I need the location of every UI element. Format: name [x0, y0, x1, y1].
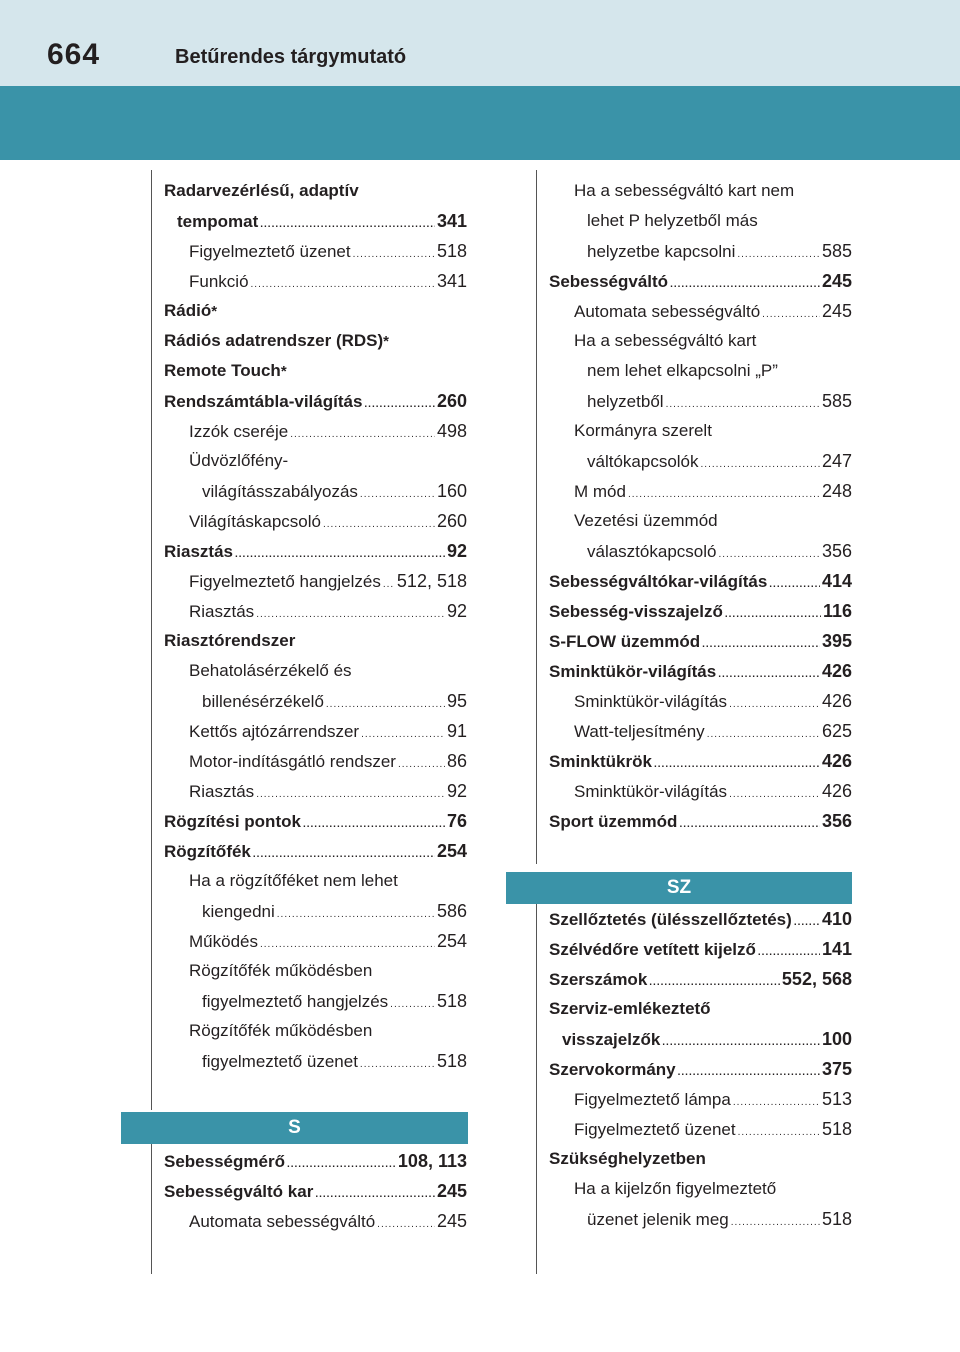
index-entry — [164, 416, 467, 446]
index-entry-label: Vezetési üzemmód — [574, 511, 718, 530]
page-reference: 414 — [821, 571, 852, 591]
page-number: 664 — [47, 38, 101, 71]
page-reference: 245 — [436, 1181, 467, 1201]
dot-leader — [326, 690, 445, 720]
index-entry — [549, 176, 852, 206]
index-entry-label: Riasztás — [189, 782, 255, 801]
right-index-column — [549, 176, 852, 836]
index-entry — [549, 476, 852, 506]
index-entry — [164, 836, 467, 866]
index-entry-label: Figyelmeztető üzenet — [189, 242, 351, 261]
index-entry — [549, 1114, 852, 1144]
dot-leader — [702, 630, 820, 660]
page-reference: 426 — [821, 691, 852, 711]
index-entry — [164, 326, 467, 356]
index-entry — [164, 446, 467, 476]
index-entry-label: Szerviz-emlékeztető — [549, 999, 711, 1018]
index-entry — [549, 994, 852, 1024]
page-reference: 86 — [446, 751, 467, 771]
index-entry — [164, 236, 467, 266]
index-entry — [164, 536, 467, 566]
dot-leader — [303, 810, 445, 840]
index-entry — [164, 686, 467, 716]
index-entry-label: helyzetbe kapcsolni — [587, 242, 736, 261]
section-sz-entries — [549, 904, 852, 1234]
dot-leader — [729, 690, 820, 720]
page-reference: 160 — [436, 481, 467, 501]
index-entry-label: Ha a sebességváltó kart nem — [574, 181, 795, 200]
index-entry-label: Funkció — [189, 272, 249, 291]
index-entry — [164, 926, 467, 956]
index-entry — [164, 176, 467, 206]
dot-leader — [670, 270, 820, 300]
page-reference: 245 — [821, 271, 852, 291]
page-reference: 585 — [821, 391, 852, 411]
index-entry — [164, 776, 467, 806]
index-entry — [164, 626, 467, 656]
page-reference: 518 — [436, 1051, 467, 1071]
index-entry — [164, 476, 467, 506]
index-entry — [549, 1084, 852, 1114]
index-entry-label: Szerszámok — [549, 970, 648, 989]
index-entry — [549, 296, 852, 326]
section-header-s: S — [121, 1112, 468, 1144]
dot-leader — [323, 510, 435, 540]
index-entry — [549, 776, 852, 806]
index-entry — [549, 266, 852, 296]
index-entry — [549, 236, 852, 266]
index-entry-label: S-FLOW üzemmód — [549, 632, 701, 651]
index-entry — [549, 386, 852, 416]
dot-leader — [383, 570, 395, 600]
page-reference: 254 — [436, 931, 467, 951]
page-reference: 254 — [436, 841, 467, 861]
index-entry — [164, 566, 467, 596]
dot-leader — [678, 1058, 820, 1088]
dot-leader — [353, 240, 435, 270]
page-reference: 518 — [821, 1119, 852, 1139]
dot-leader — [729, 780, 820, 810]
index-entry — [549, 716, 852, 746]
index-entry — [549, 1054, 852, 1084]
index-entry-label: üzenet jelenik meg — [587, 1210, 729, 1229]
index-entry-label: helyzetből — [587, 392, 664, 411]
index-entry-label: Sminktükör-világítás — [574, 782, 728, 801]
index-entry-label: Sebességváltó kar — [164, 1182, 314, 1201]
page-reference: 375 — [821, 1059, 852, 1079]
index-entry — [549, 1024, 852, 1054]
index-entry-label: választókapcsoló — [587, 542, 717, 561]
index-entry — [549, 596, 852, 626]
page-reference: 92 — [446, 541, 467, 561]
index-entry — [164, 716, 467, 746]
dot-leader — [794, 908, 820, 938]
index-entry — [549, 536, 852, 566]
index-entry — [549, 806, 852, 836]
page-reference: 512, 518 — [396, 571, 467, 591]
page-reference: 100 — [821, 1029, 852, 1049]
index-entry-label: Kormányra szerelt — [574, 421, 712, 440]
page-reference: 518 — [436, 991, 467, 1011]
dot-leader — [654, 750, 820, 780]
index-entry-label: Rögzítőfék működésben — [189, 1021, 373, 1040]
left-column-rule — [151, 170, 152, 1110]
index-entry-label: Figyelmeztető üzenet — [574, 1120, 736, 1139]
index-entry-label: Szervokormány — [549, 1060, 676, 1079]
section-header-sz: SZ — [506, 872, 852, 904]
index-entry-label: Behatolásérzékelő és — [189, 661, 352, 680]
index-entry — [164, 596, 467, 626]
page-reference: 356 — [821, 811, 852, 831]
index-entry-label: visszajelzők — [562, 1030, 661, 1049]
page-reference: 410 — [821, 909, 852, 929]
dot-leader — [360, 1050, 435, 1080]
index-entry — [164, 1016, 467, 1046]
index-entry-label: váltókapcsolók — [587, 452, 699, 471]
page-reference: 625 — [821, 721, 852, 741]
page-reference: 245 — [436, 1211, 467, 1231]
page-reference: 141 — [821, 939, 852, 959]
page-reference: 260 — [436, 391, 467, 411]
page-reference: 91 — [446, 721, 467, 741]
footnote-star: * — [280, 363, 287, 380]
index-entry-label: Riasztás — [189, 602, 255, 621]
index-entry — [549, 1144, 852, 1174]
index-entry-label: Remote Touch — [164, 361, 281, 380]
dot-leader — [731, 1208, 820, 1238]
index-entry-label: Működés — [189, 932, 258, 951]
index-entry-label: Sminktükrök — [549, 752, 652, 771]
index-entry-label: Figyelmeztető hangjelzés — [189, 572, 381, 591]
page-title: Betűrendes tárgymutató — [175, 46, 407, 68]
dot-leader — [762, 300, 820, 330]
page-reference: 498 — [436, 421, 467, 441]
index-entry-label: Világításkapcsoló — [189, 512, 321, 531]
index-entry — [164, 896, 467, 926]
index-entry — [549, 1204, 852, 1234]
dot-leader — [364, 390, 435, 420]
index-entry — [164, 506, 467, 536]
index-entry-label: Figyelmeztető lámpa — [574, 1090, 731, 1109]
index-entry-label: Automata sebességváltó — [574, 302, 761, 321]
index-entry-label: Rádiós adatrendszer (RDS) — [164, 331, 384, 350]
dot-leader — [287, 1150, 396, 1180]
index-entry — [164, 866, 467, 896]
index-entry-label: M mód — [574, 482, 626, 501]
index-entry — [164, 1176, 467, 1206]
index-entry — [549, 356, 852, 386]
header-band — [0, 86, 960, 160]
index-entry-label: Ha a sebességváltó kart — [574, 331, 757, 350]
index-entry — [164, 386, 467, 416]
page-reference: 95 — [446, 691, 467, 711]
index-entry-label: Rögzítőfék — [164, 842, 251, 861]
dot-leader — [737, 240, 820, 270]
index-entry-label: Szükséghelyzetben — [549, 1149, 706, 1168]
index-entry-label: Sport üzemmód — [549, 812, 678, 831]
page-reference: 356 — [821, 541, 852, 561]
index-entry — [164, 746, 467, 776]
dot-leader — [315, 1180, 435, 1210]
index-entry-label: Üdvözlőfény- — [189, 451, 289, 470]
page-reference: 395 — [821, 631, 852, 651]
index-entry — [164, 1206, 467, 1236]
index-entry — [549, 506, 852, 536]
dot-leader — [361, 720, 445, 750]
page-reference: 586 — [436, 901, 467, 921]
index-entry-label: Sebességváltókar-világítás — [549, 572, 768, 591]
page-reference: 426 — [821, 751, 852, 771]
index-entry-label: Riasztórendszer — [164, 631, 296, 650]
index-entry-label: Rádió — [164, 301, 212, 320]
page-reference: 552, 568 — [781, 969, 852, 989]
index-entry — [549, 416, 852, 446]
index-entry — [549, 1174, 852, 1204]
left-column-rule-lower — [151, 1144, 152, 1274]
index-entry-label: Motor-indításgátló rendszer — [189, 752, 396, 771]
index-entry — [549, 686, 852, 716]
index-entry — [164, 956, 467, 986]
dot-leader — [256, 780, 445, 810]
index-entry — [164, 806, 467, 836]
page-reference: 426 — [821, 661, 852, 681]
header-strip — [0, 0, 960, 86]
index-entry-label: Sminktükör-világítás — [574, 692, 728, 711]
dot-leader — [707, 720, 820, 750]
page-reference: 248 — [821, 481, 852, 501]
index-entry — [549, 326, 852, 356]
page-reference: 92 — [446, 781, 467, 801]
index-entry — [549, 746, 852, 776]
index-entry-label: lehet P helyzetből más — [587, 211, 758, 230]
index-entry-label: Watt-teljesítmény — [574, 722, 705, 741]
dot-leader — [769, 570, 820, 600]
index-entry — [164, 296, 467, 326]
page-reference: 108, 113 — [397, 1151, 467, 1171]
dot-leader — [290, 420, 435, 450]
page-reference: 585 — [821, 241, 852, 261]
dot-leader — [718, 660, 820, 690]
dot-leader — [725, 600, 821, 630]
page-reference: 116 — [822, 601, 852, 621]
page-reference: 518 — [436, 241, 467, 261]
index-entry-label: Riasztás — [164, 542, 233, 561]
dot-leader — [277, 900, 435, 930]
index-entry — [549, 964, 852, 994]
index-entry-label: Kettős ajtózárrendszer — [189, 722, 360, 741]
index-entry — [549, 626, 852, 656]
page-reference: 260 — [436, 511, 467, 531]
right-column-rule-lower — [536, 904, 537, 1274]
index-entry — [164, 656, 467, 686]
right-column-rule — [536, 170, 537, 864]
footnote-star: * — [383, 333, 390, 350]
index-entry-label: billenésérzékelő — [202, 692, 324, 711]
index-entry-label: Ha a rögzítőféket nem lehet — [189, 871, 398, 890]
footnote-star: * — [211, 303, 218, 320]
index-entry-label: figyelmeztető hangjelzés — [202, 992, 389, 1011]
index-entry — [549, 904, 852, 934]
index-entry-label: Automata sebességváltó — [189, 1212, 376, 1231]
page-reference: 513 — [821, 1089, 852, 1109]
index-entry — [164, 986, 467, 1016]
index-entry — [164, 266, 467, 296]
index-entry — [164, 1046, 467, 1076]
dot-leader — [738, 1118, 820, 1148]
index-entry — [549, 206, 852, 236]
dot-leader — [398, 750, 445, 780]
index-entry — [549, 566, 852, 596]
index-entry-label: kiengedni — [202, 902, 275, 921]
page-reference: 426 — [821, 781, 852, 801]
page-reference: 247 — [821, 451, 852, 471]
dot-leader — [390, 990, 435, 1020]
dot-leader — [701, 450, 820, 480]
index-entry-label: Izzók cseréje — [189, 422, 289, 441]
dot-leader — [662, 1028, 820, 1058]
page-reference: 92 — [446, 601, 467, 621]
index-entry — [164, 1146, 467, 1176]
index-entry-label: Ha a kijelzőn figyelmeztető — [574, 1179, 777, 1198]
section-s-entries — [164, 1146, 467, 1236]
index-entry-label: Sminktükör-világítás — [549, 662, 717, 681]
index-entry-label: Szélvédőre vetített kijelző — [549, 940, 756, 959]
index-entry — [164, 206, 467, 236]
page-reference: 341 — [436, 211, 467, 231]
index-entry-label: Rendszámtábla-világítás — [164, 392, 363, 411]
index-entry-label: világításszabályozás — [202, 482, 358, 501]
index-entry-label: tempomat — [177, 212, 259, 231]
dot-leader — [718, 540, 819, 570]
dot-leader — [360, 480, 435, 510]
dot-leader — [251, 270, 435, 300]
index-entry — [549, 934, 852, 964]
dot-leader — [377, 1210, 435, 1240]
index-entry-label: Sebességmérő — [164, 1152, 285, 1171]
page-reference: 76 — [446, 811, 467, 831]
index-entry-label: Szellőztetés (ülésszellőztetés) — [549, 910, 792, 929]
index-entry-label: figyelmeztető üzenet — [202, 1052, 358, 1071]
index-entry — [549, 656, 852, 686]
dot-leader — [733, 1088, 820, 1118]
page-reference: 341 — [436, 271, 467, 291]
index-entry-label: Rögzítőfék működésben — [189, 961, 373, 980]
index-entry-label: Radarvezérlésű, adaptív — [164, 181, 359, 200]
index-entry-label: Rögzítési pontok — [164, 812, 301, 831]
index-entry-label: Sebesség-visszajelző — [549, 602, 723, 621]
index-entry-label: nem lehet elkapcsolni „P” — [587, 361, 778, 380]
index-entry — [164, 356, 467, 386]
dot-leader — [679, 810, 820, 840]
index-entry — [549, 446, 852, 476]
page-reference: 245 — [821, 301, 852, 321]
page-reference: 518 — [821, 1209, 852, 1229]
dot-leader — [260, 210, 435, 240]
left-index-column — [164, 176, 467, 1076]
index-entry-label: Sebességváltó — [549, 272, 669, 291]
